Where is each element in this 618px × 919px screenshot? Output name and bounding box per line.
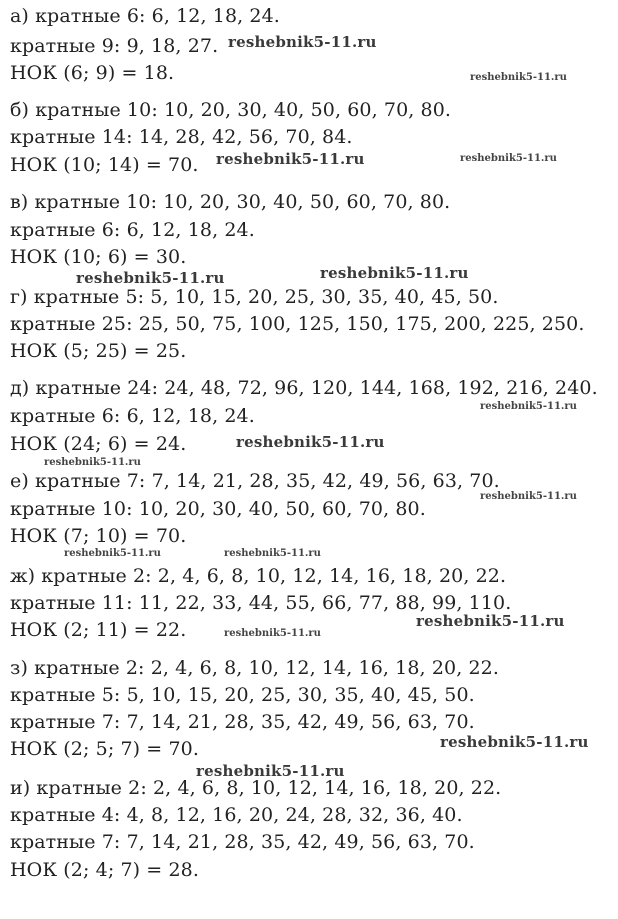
watermark: reshebnik5-11.ru [224, 628, 321, 639]
section-zh-result: НОК (2; 11) = 22. [10, 619, 187, 641]
section-z-line-3: кратные 7: 7, 14, 21, 28, 35, 42, 49, 56, 63, 70. [10, 711, 475, 733]
section-v-result: НОК (10; 6) = 30. [10, 246, 187, 268]
watermark: reshebnik5-11.ru [320, 264, 469, 282]
section-z-line-2: кратные 5: 5, 10, 15, 20, 25, 30, 35, 40, 45, 50. [10, 684, 475, 706]
section-b-result: НОК (10; 14) = 70. [10, 154, 199, 176]
section-a-line-2: кратные 9: 9, 18, 27. [10, 35, 219, 57]
section-g-line-2: кратные 25: 25, 50, 75, 100, 125, 150, 175, 200, 225, 250. [10, 313, 585, 335]
section-zh-line-1: ж) кратные 2: 2, 4, 6, 8, 10, 12, 14, 16, 18, 20, 22. [10, 565, 507, 587]
watermark: reshebnik5-11.ru [196, 762, 345, 780]
watermark: reshebnik5-11.ru [480, 491, 577, 502]
section-i-line-2: кратные 4: 4, 8, 12, 16, 20, 24, 28, 32, 36, 40. [10, 804, 463, 826]
section-z-line-1: з) кратные 2: 2, 4, 6, 8, 10, 12, 14, 16, 18, 20, 22. [10, 657, 500, 679]
section-e-result: НОК (7; 10) = 70. [10, 525, 187, 547]
watermark: reshebnik5-11.ru [228, 33, 377, 51]
section-b-line-2: кратные 14: 14, 28, 42, 56, 70, 84. [10, 126, 353, 148]
section-g-line-1: г) кратные 5: 5, 10, 15, 20, 25, 30, 35, 40, 45, 50. [10, 286, 499, 308]
watermark: reshebnik5-11.ru [216, 150, 365, 168]
watermark: reshebnik5-11.ru [64, 548, 161, 559]
watermark: reshebnik5-11.ru [416, 612, 565, 630]
section-v-line-2: кратные 6: 6, 12, 18, 24. [10, 219, 255, 241]
watermark: reshebnik5-11.ru [76, 269, 225, 287]
watermark: reshebnik5-11.ru [236, 433, 385, 451]
watermark: reshebnik5-11.ru [224, 548, 321, 559]
section-e-line-1: е) кратные 7: 7, 14, 21, 28, 35, 42, 49, 56, 63, 70. [10, 470, 500, 492]
section-v-line-1: в) кратные 10: 10, 20, 30, 40, 50, 60, 70, 80. [10, 191, 451, 213]
section-zh-line-2: кратные 11: 11, 22, 33, 44, 55, 66, 77, 88, 99, 110. [10, 592, 512, 614]
watermark: reshebnik5-11.ru [44, 457, 141, 468]
section-g-result: НОК (5; 25) = 25. [10, 340, 187, 362]
section-i-line-1: и) кратные 2: 2, 4, 6, 8, 10, 12, 14, 16, 18, 20, 22. [10, 777, 502, 799]
section-z-result: НОК (2; 5; 7) = 70. [10, 738, 199, 760]
section-d-line-1: д) кратные 24: 24, 48, 72, 96, 120, 144, 168, 192, 216, 240. [10, 377, 598, 399]
section-a-result: НОК (6; 9) = 18. [10, 62, 175, 84]
section-i-line-3: кратные 7: 7, 14, 21, 28, 35, 42, 49, 56, 63, 70. [10, 831, 475, 853]
section-a-line-1: а) кратные 6: 6, 12, 18, 24. [10, 5, 280, 27]
section-d-line-2: кратные 6: 6, 12, 18, 24. [10, 405, 255, 427]
watermark: reshebnik5-11.ru [460, 153, 557, 164]
section-b-line-1: б) кратные 10: 10, 20, 30, 40, 50, 60, 70, 80. [10, 99, 452, 121]
watermark: reshebnik5-11.ru [480, 401, 577, 412]
watermark: reshebnik5-11.ru [440, 733, 589, 751]
section-e-line-2: кратные 10: 10, 20, 30, 40, 50, 60, 70, 80. [10, 498, 426, 520]
section-i-result: НОК (2; 4; 7) = 28. [10, 859, 199, 881]
watermark: reshebnik5-11.ru [470, 72, 567, 83]
section-d-result: НОК (24; 6) = 24. [10, 433, 187, 455]
